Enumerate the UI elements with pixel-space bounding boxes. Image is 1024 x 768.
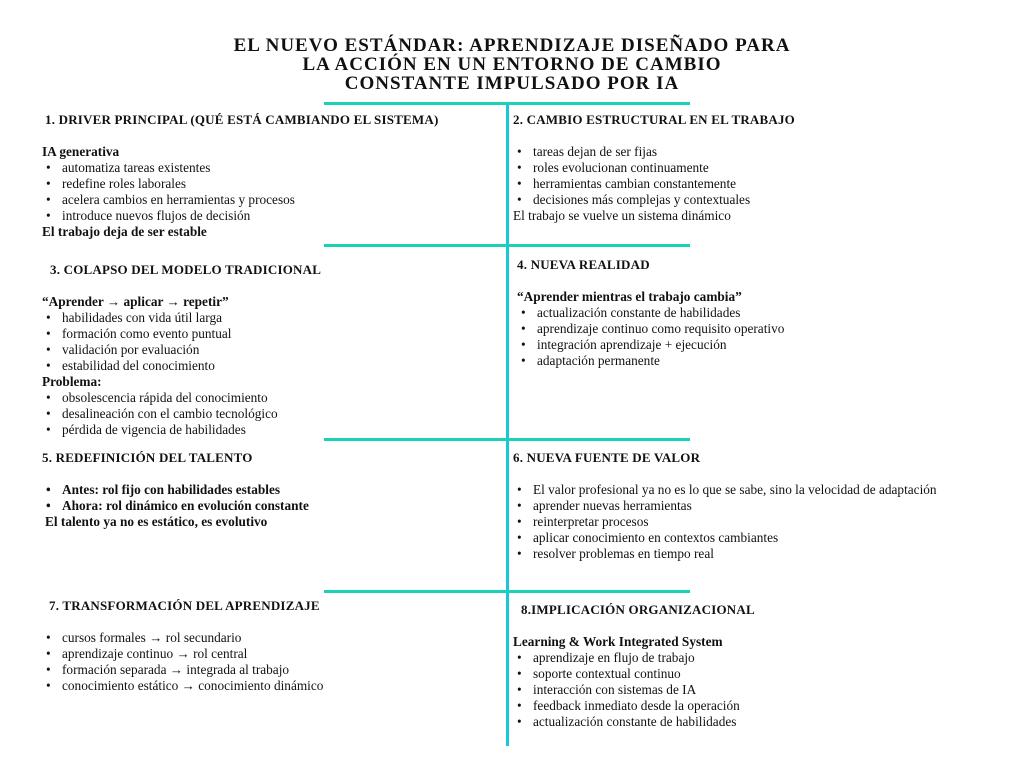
section-heading: 4. NUEVA REALIDAD — [517, 257, 650, 272]
list-item: • habilidades con vida útil larga — [42, 310, 502, 326]
section-list — [513, 144, 993, 208]
section-list — [42, 310, 502, 374]
title-line-1: EL NUEVO ESTÁNDAR: APRENDIZAJE DISEÑADO PARA — [233, 35, 791, 56]
title-line-2: LA ACCIÓN EN UN ENTORNO DE CAMBIO — [302, 54, 722, 75]
section-lead: IA generativa — [42, 144, 120, 159]
list-item: • actualización constante de habilidades — [517, 305, 997, 321]
list-item: • feedback inmediato desde la operación — [513, 698, 993, 714]
section-lead: Learning & Work Integrated System — [513, 634, 723, 649]
list-item: • roles evolucionan continuamente — [513, 160, 993, 176]
section-heading: 5. REDEFINICIÓN DEL TALENTO — [42, 450, 253, 465]
list-item: • formación como evento puntual — [42, 326, 502, 342]
list-item: • aprendizaje en flujo de trabajo — [513, 650, 993, 666]
list-item: • pérdida de vigencia de habilidades — [42, 422, 502, 438]
list-item: • automatiza tareas existentes — [42, 160, 502, 176]
section-conclusion: El trabajo deja de ser estable — [42, 224, 207, 239]
list-item: • aprendizaje continuo → rol central — [42, 646, 502, 662]
section-colapso-modelo — [42, 262, 502, 438]
list-item: • acelera cambios en herramientas y procesos — [42, 192, 502, 208]
section-nueva-realidad — [517, 257, 997, 369]
section-transformacion-aprendizaje — [42, 598, 502, 694]
list-item: • resolver problemas en tiempo real — [513, 546, 943, 562]
list-item: • redefine roles laborales — [42, 176, 502, 192]
list-item: • formación separada → integrada al trabajo — [42, 662, 502, 678]
section-problem-label: Problema: — [42, 374, 102, 389]
section-heading: 1. DRIVER PRINCIPAL (QUÉ ESTÁ CAMBIANDO EL SISTEMA) — [45, 112, 439, 127]
section-list — [42, 160, 502, 224]
section-nueva-fuente-valor — [513, 450, 943, 562]
section-conclusion: El talento ya no es estático, es evolutivo — [45, 514, 268, 529]
section-driver-principal — [42, 112, 502, 240]
section-lead: “Aprender → aplicar → repetir” — [42, 294, 229, 309]
list-item: • tareas dejan de ser fijas — [513, 144, 993, 160]
list-item: • introduce nuevos flujos de decisión — [42, 208, 502, 224]
section-list — [513, 650, 993, 730]
section-redefinicion-talento — [42, 450, 502, 530]
section-heading: 7. TRANSFORMACIÓN DEL APRENDIZAJE — [49, 598, 320, 613]
list-item: • El valor profesional ya no es lo que se sabe, sino la velocidad de adaptación — [513, 482, 943, 498]
list-item: • adaptación permanente — [517, 353, 997, 369]
section-list — [42, 482, 502, 514]
list-item: • integración aprendizaje + ejecución — [517, 337, 997, 353]
section-list — [42, 630, 502, 694]
list-item: • validación por evaluación — [42, 342, 502, 358]
list-item: • aprender nuevas herramientas — [513, 498, 943, 514]
section-list — [513, 482, 943, 562]
list-item: • decisiones más complejas y contextuales — [513, 192, 993, 208]
section-implicacion-organizacional — [513, 602, 993, 730]
list-item: • herramientas cambian constantemente — [513, 176, 993, 192]
section-heading: 8.IMPLICACIÓN ORGANIZACIONAL — [521, 602, 755, 617]
title-line-3: CONSTANTE IMPULSADO POR IA — [344, 73, 680, 94]
list-item: • cursos formales → rol secundario — [42, 630, 502, 646]
section-heading: 3. COLAPSO DEL MODELO TRADICIONAL — [50, 262, 322, 277]
list-item: • conocimiento estático → conocimiento dinámico — [42, 678, 502, 694]
divider-vertical — [506, 104, 509, 746]
list-item: • aprendizaje continuo como requisito operativo — [517, 321, 997, 337]
section-heading: 2. CAMBIO ESTRUCTURAL EN EL TRABAJO — [513, 112, 795, 127]
section-conclusion: El trabajo se vuelve un sistema dinámico — [513, 208, 731, 223]
section-problem-list — [42, 390, 502, 438]
divider-row-1 — [324, 244, 690, 247]
list-item: • estabilidad del conocimiento — [42, 358, 502, 374]
list-item: • soporte contextual continuo — [513, 666, 993, 682]
divider-row-2 — [324, 438, 690, 441]
list-item: • desalineación con el cambio tecnológico — [42, 406, 502, 422]
section-cambio-estructural — [513, 112, 993, 224]
divider-row-3 — [324, 590, 690, 593]
section-heading: 6. NUEVA FUENTE DE VALOR — [513, 450, 701, 465]
list-item: • interacción con sistemas de IA — [513, 682, 993, 698]
section-lead: “Aprender mientras el trabajo cambia” — [517, 289, 742, 304]
list-item: • reinterpretar procesos — [513, 514, 943, 530]
list-item: • Ahora: rol dinámico en evolución constante — [42, 498, 502, 514]
list-item: • aplicar conocimiento en contextos cambiantes — [513, 530, 943, 546]
list-item: • actualización constante de habilidades — [513, 714, 993, 730]
page-title — [0, 36, 1024, 93]
section-list — [517, 305, 997, 369]
list-item: • obsolescencia rápida del conocimiento — [42, 390, 502, 406]
list-item: • Antes: rol fijo con habilidades estables — [42, 482, 502, 498]
